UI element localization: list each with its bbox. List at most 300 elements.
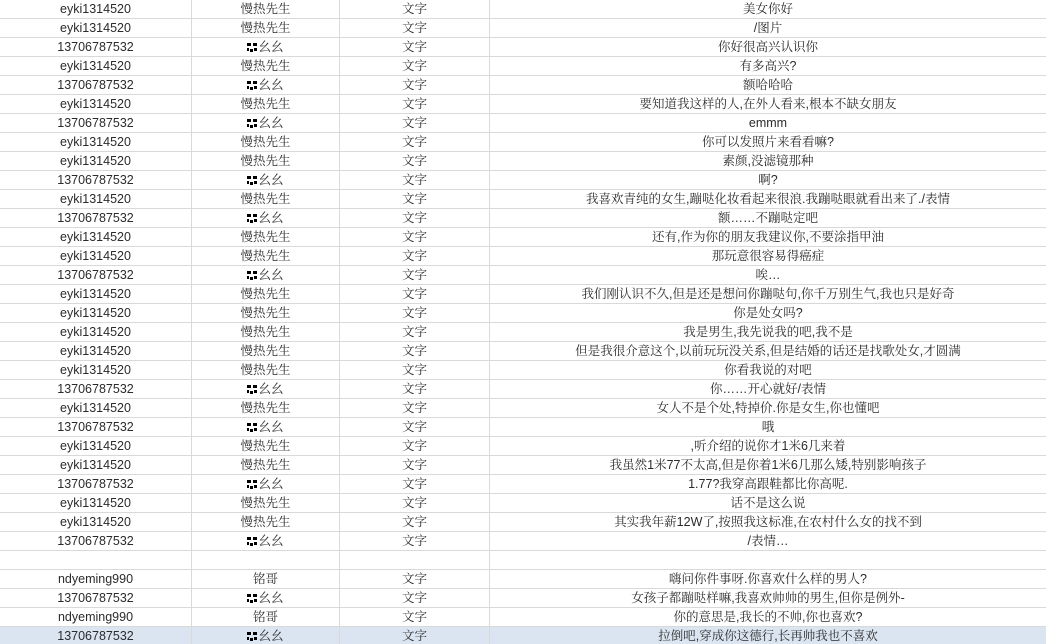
cell-nickname-text: 幺幺 — [258, 420, 284, 434]
table-row — [0, 133, 1046, 152]
cell-message-type[interactable] — [340, 95, 490, 113]
cell-account[interactable] — [0, 456, 192, 474]
cell-message-type-text: 文字 — [401, 534, 427, 548]
cell-account-text: 13706787532 — [57, 420, 134, 434]
cell-nickname-text: 慢热先生 — [240, 21, 291, 35]
cell-account-text: eyki1314520 — [60, 21, 131, 35]
cell-message-type[interactable] — [340, 380, 490, 398]
cell-message-type[interactable] — [340, 418, 490, 436]
cell-nickname-text: 慢热先生 — [240, 325, 291, 339]
cell-message-type[interactable] — [340, 76, 490, 94]
cell-message-type[interactable] — [340, 266, 490, 284]
cell-message-text: 女孩子都蹦哒样嘛,我喜欢帅帅的男生,但你是例外- — [631, 591, 905, 605]
cell-account[interactable] — [0, 399, 192, 417]
cell-nickname[interactable] — [192, 190, 340, 208]
cell-nickname[interactable] — [192, 247, 340, 265]
cell-account-text: 13706787532 — [57, 40, 134, 54]
cell-message[interactable] — [490, 171, 1046, 189]
table-row — [0, 228, 1046, 247]
cell-nickname-text: 慢热先生 — [240, 306, 291, 320]
cell-nickname[interactable] — [192, 418, 340, 436]
cell-message-type[interactable] — [340, 304, 490, 322]
cell-message-type-text: 文字 — [401, 249, 427, 263]
cell-nickname[interactable] — [192, 570, 340, 588]
cell-message[interactable] — [490, 551, 1046, 569]
cell-message-type-text: 文字 — [401, 515, 427, 529]
cell-message[interactable] — [490, 0, 1046, 18]
cell-message-type-text: 文字 — [401, 135, 427, 149]
table-row — [0, 513, 1046, 532]
cell-message-text: emmm — [748, 116, 788, 130]
cell-account[interactable] — [0, 114, 192, 132]
missing-emoji-tofu-glyph-icon — [247, 271, 257, 280]
cell-nickname[interactable] — [192, 209, 340, 227]
cell-message-type[interactable] — [340, 608, 490, 626]
cell-message[interactable] — [490, 304, 1046, 322]
cell-nickname[interactable] — [192, 608, 340, 626]
cell-message[interactable] — [490, 228, 1046, 246]
cell-account-text: eyki1314520 — [60, 515, 131, 529]
cell-account[interactable] — [0, 266, 192, 284]
cell-nickname-text: 慢热先生 — [240, 135, 291, 149]
cell-nickname-text: 幺幺 — [258, 382, 284, 396]
cell-message-type[interactable] — [340, 133, 490, 151]
cell-message[interactable] — [490, 418, 1046, 436]
cell-nickname[interactable] — [192, 133, 340, 151]
cell-nickname[interactable] — [192, 304, 340, 322]
cell-message-type-text: 文字 — [401, 78, 427, 92]
cell-message-type[interactable] — [340, 513, 490, 531]
cell-account[interactable] — [0, 247, 192, 265]
cell-nickname[interactable] — [192, 456, 340, 474]
cell-message[interactable] — [490, 570, 1046, 588]
missing-emoji-tofu-glyph-icon — [247, 480, 257, 489]
table-row — [0, 399, 1046, 418]
cell-message-text: 那玩意很容易得癌症 — [711, 249, 825, 263]
cell-message[interactable] — [490, 247, 1046, 265]
cell-message[interactable] — [490, 266, 1046, 284]
table-row — [0, 361, 1046, 380]
table-row — [0, 247, 1046, 266]
cell-message[interactable] — [490, 361, 1046, 379]
cell-message-type[interactable] — [340, 361, 490, 379]
cell-message-type[interactable] — [340, 475, 490, 493]
cell-message-text: 有多高兴? — [739, 59, 797, 73]
cell-nickname-text: 幺幺 — [258, 78, 284, 92]
cell-nickname-text: 幺幺 — [258, 534, 284, 548]
table-row — [0, 19, 1046, 38]
cell-message[interactable] — [490, 76, 1046, 94]
cell-account[interactable] — [0, 475, 192, 493]
missing-emoji-tofu-glyph-icon — [247, 214, 257, 223]
cell-message-text: 其实我年薪12W了,按照我这标准,在农村什么女的找不到 — [614, 515, 922, 529]
cell-nickname-text: 慢热先生 — [240, 287, 291, 301]
cell-message-type[interactable] — [340, 399, 490, 417]
cell-nickname-text: 铭哥 — [252, 572, 278, 586]
cell-message[interactable] — [490, 380, 1046, 398]
table-row — [0, 57, 1046, 76]
cell-nickname[interactable] — [192, 551, 340, 569]
table-row — [0, 95, 1046, 114]
cell-nickname-text: 慢热先生 — [240, 2, 291, 16]
cell-message-type-text: 文字 — [401, 401, 427, 415]
missing-emoji-tofu-glyph-icon — [247, 594, 257, 603]
cell-message-text: 你可以发照片来看看嘛? — [702, 135, 834, 149]
cell-message[interactable] — [490, 38, 1046, 56]
cell-nickname[interactable] — [192, 285, 340, 303]
cell-message-text: 要知道我这样的人,在外人看来,根本不缺女朋友 — [639, 97, 897, 111]
cell-message-type-text: 文字 — [401, 325, 427, 339]
cell-message-type-text: 文字 — [401, 268, 427, 282]
cell-message-text: 还有,作为你的朋友我建议你,不要涂指甲油 — [652, 230, 884, 244]
cell-message[interactable] — [490, 437, 1046, 455]
cell-nickname[interactable] — [192, 0, 340, 18]
cell-message[interactable] — [490, 589, 1046, 607]
cell-nickname-text: 慢热先生 — [240, 249, 291, 263]
cell-message-type-text: 文字 — [401, 629, 427, 643]
cell-nickname[interactable] — [192, 171, 340, 189]
cell-nickname-text: 慢热先生 — [240, 363, 291, 377]
cell-account[interactable] — [0, 152, 192, 170]
cell-message[interactable] — [490, 95, 1046, 113]
missing-emoji-tofu-glyph-icon — [247, 423, 257, 432]
cell-nickname-text: 幺幺 — [258, 477, 284, 491]
cell-account-text: 13706787532 — [57, 173, 134, 187]
missing-emoji-tofu-glyph-icon — [247, 43, 257, 52]
cell-nickname[interactable] — [192, 361, 340, 379]
cell-nickname[interactable] — [192, 38, 340, 56]
cell-message-type[interactable] — [340, 38, 490, 56]
table-row — [0, 437, 1046, 456]
cell-message[interactable] — [490, 57, 1046, 75]
cell-message-text: /表情… — [747, 534, 789, 548]
cell-message-type-text: 文字 — [401, 306, 427, 320]
cell-account-text: eyki1314520 — [60, 249, 131, 263]
cell-account-text: 13706787532 — [57, 591, 134, 605]
cell-nickname-text: 慢热先生 — [240, 458, 291, 472]
cell-message-type[interactable] — [340, 0, 490, 18]
cell-nickname-text: 慢热先生 — [240, 97, 291, 111]
cell-account[interactable] — [0, 133, 192, 151]
cell-message-type-text: 文字 — [401, 382, 427, 396]
cell-account[interactable] — [0, 551, 192, 569]
cell-account[interactable] — [0, 380, 192, 398]
missing-emoji-tofu-glyph-icon — [247, 385, 257, 394]
cell-message-type[interactable] — [340, 247, 490, 265]
table-row — [0, 608, 1046, 627]
missing-emoji-tofu-glyph-icon — [247, 176, 257, 185]
table-row — [0, 475, 1046, 494]
cell-message-text: 你是处女吗? — [733, 306, 803, 320]
cell-nickname[interactable] — [192, 76, 340, 94]
cell-message-type[interactable] — [340, 152, 490, 170]
cell-account[interactable] — [0, 285, 192, 303]
cell-message-type-text: 文字 — [401, 173, 427, 187]
cell-account-text: 13706787532 — [57, 629, 134, 643]
cell-message-text: 拉倒吧,穿成你这德行,长再帅我也不喜欢 — [658, 629, 878, 643]
cell-message-type[interactable] — [340, 57, 490, 75]
cell-message-type-text: 文字 — [401, 116, 427, 130]
cell-message[interactable] — [490, 456, 1046, 474]
cell-account[interactable] — [0, 608, 192, 626]
cell-message[interactable] — [490, 627, 1046, 644]
cell-message-text: 啊? — [758, 173, 778, 187]
missing-emoji-tofu-glyph-icon — [247, 632, 257, 641]
cell-nickname[interactable] — [192, 342, 340, 360]
cell-nickname[interactable] — [192, 152, 340, 170]
table-row — [0, 0, 1046, 19]
cell-account[interactable] — [0, 209, 192, 227]
cell-account[interactable] — [0, 95, 192, 113]
cell-message[interactable] — [490, 532, 1046, 550]
cell-message[interactable] — [490, 608, 1046, 626]
table-row — [0, 266, 1046, 285]
cell-nickname-text: 幺幺 — [258, 591, 284, 605]
cell-nickname[interactable] — [192, 266, 340, 284]
cell-account-text: eyki1314520 — [60, 458, 131, 472]
table-row — [0, 494, 1046, 513]
cell-nickname[interactable] — [192, 494, 340, 512]
cell-nickname[interactable] — [192, 323, 340, 341]
cell-account[interactable] — [0, 323, 192, 341]
cell-nickname-text: 慢热先生 — [240, 230, 291, 244]
cell-account-text: eyki1314520 — [60, 287, 131, 301]
empty-row — [0, 551, 1046, 570]
cell-message-text: 哦 — [761, 420, 775, 434]
cell-account[interactable] — [0, 57, 192, 75]
cell-nickname-text: 慢热先生 — [240, 344, 291, 358]
table-row — [0, 589, 1046, 608]
cell-account[interactable] — [0, 342, 192, 360]
cell-account-text: eyki1314520 — [60, 97, 131, 111]
table-row — [0, 418, 1046, 437]
cell-message-type-text: 文字 — [401, 40, 427, 54]
table-row — [0, 190, 1046, 209]
cell-message-text: 话不是这么说 — [730, 496, 806, 510]
cell-message[interactable] — [490, 209, 1046, 227]
cell-message-type-text: 文字 — [401, 211, 427, 225]
missing-emoji-tofu-glyph-icon — [247, 537, 257, 546]
cell-message-type[interactable] — [340, 456, 490, 474]
cell-message[interactable] — [490, 342, 1046, 360]
cell-nickname-text: 慢热先生 — [240, 154, 291, 168]
table-row — [0, 114, 1046, 133]
cell-nickname-text: 铭哥 — [252, 610, 278, 624]
table-row — [0, 304, 1046, 323]
cell-message-text: 你好很高兴认识你 — [717, 40, 818, 54]
cell-message-type-text: 文字 — [401, 363, 427, 377]
cell-nickname-text: 幺幺 — [258, 40, 284, 54]
cell-account-text: eyki1314520 — [60, 2, 131, 16]
cell-message-type[interactable] — [340, 627, 490, 644]
cell-account-text: 13706787532 — [57, 268, 134, 282]
missing-emoji-tofu-glyph-icon — [247, 81, 257, 90]
cell-account-text: eyki1314520 — [60, 325, 131, 339]
cell-message-text: 1.77?我穿高跟鞋都比你高呢. — [688, 477, 848, 491]
cell-account-text: eyki1314520 — [60, 439, 131, 453]
cell-message-type[interactable] — [340, 209, 490, 227]
cell-nickname-text: 慢热先生 — [240, 515, 291, 529]
cell-message-type[interactable] — [340, 228, 490, 246]
cell-nickname[interactable] — [192, 399, 340, 417]
cell-message-type[interactable] — [340, 114, 490, 132]
cell-nickname-text: 幺幺 — [258, 211, 284, 225]
cell-account[interactable] — [0, 589, 192, 607]
cell-account-text: ndyeming990 — [57, 572, 134, 586]
cell-message-text: /图片 — [753, 21, 783, 35]
cell-account[interactable] — [0, 627, 192, 644]
table-row — [0, 627, 1046, 644]
cell-message-type-text: 文字 — [401, 21, 427, 35]
table-row — [0, 209, 1046, 228]
cell-message-text: 你看我说的对吧 — [724, 363, 812, 377]
cell-message-text: 唉… — [755, 268, 781, 282]
cell-account[interactable] — [0, 494, 192, 512]
cell-nickname[interactable] — [192, 475, 340, 493]
cell-message-text: 我喜欢青纯的女生,蹦哒化妆看起来很浪.我蹦哒眼就看出来了./表情 — [586, 192, 950, 206]
cell-message-type-text: 文字 — [401, 572, 427, 586]
cell-nickname[interactable] — [192, 380, 340, 398]
cell-nickname-text: 慢热先生 — [240, 59, 291, 73]
cell-account-text: eyki1314520 — [60, 363, 131, 377]
missing-emoji-tofu-glyph-icon — [247, 119, 257, 128]
cell-account[interactable] — [0, 304, 192, 322]
cell-message-type[interactable] — [340, 323, 490, 341]
cell-nickname[interactable] — [192, 589, 340, 607]
cell-message-type[interactable] — [340, 437, 490, 455]
cell-message[interactable] — [490, 513, 1046, 531]
cell-nickname[interactable] — [192, 437, 340, 455]
cell-message-text: 我们刚认识不久,但是还是想问你蹦哒句,你千万别生气,我也只是好奇 — [581, 287, 955, 301]
cell-message-text: 你的意思是,我长的不帅,你也喜欢? — [673, 610, 863, 624]
cell-message[interactable] — [490, 323, 1046, 341]
cell-account[interactable] — [0, 190, 192, 208]
table-row — [0, 285, 1046, 304]
cell-message-type-text: 文字 — [401, 230, 427, 244]
cell-message[interactable] — [490, 475, 1046, 493]
cell-nickname-text: 幺幺 — [258, 629, 284, 643]
cell-message-type[interactable] — [340, 190, 490, 208]
cell-message-text: 额哈哈哈 — [742, 78, 793, 92]
cell-message-type[interactable] — [340, 551, 490, 569]
cell-message[interactable] — [490, 19, 1046, 37]
table-row — [0, 342, 1046, 361]
cell-message-text: 女人不是个处,特掉价.你是女生,你也懂吧 — [656, 401, 880, 415]
cell-message[interactable] — [490, 152, 1046, 170]
cell-message-type[interactable] — [340, 570, 490, 588]
cell-account[interactable] — [0, 532, 192, 550]
cell-account[interactable] — [0, 570, 192, 588]
cell-account[interactable] — [0, 437, 192, 455]
cell-nickname-text: 幺幺 — [258, 116, 284, 130]
cell-account-text: eyki1314520 — [60, 344, 131, 358]
cell-account[interactable] — [0, 0, 192, 18]
cell-account-text: 13706787532 — [57, 78, 134, 92]
cell-account[interactable] — [0, 76, 192, 94]
cell-nickname[interactable] — [192, 95, 340, 113]
cell-message[interactable] — [490, 399, 1046, 417]
cell-account-text: eyki1314520 — [60, 192, 131, 206]
cell-nickname-text: 幺幺 — [258, 268, 284, 282]
cell-account[interactable] — [0, 19, 192, 37]
cell-account-text: eyki1314520 — [60, 401, 131, 415]
cell-message-type[interactable] — [340, 532, 490, 550]
cell-message-type-text: 文字 — [401, 496, 427, 510]
cell-account-text: eyki1314520 — [60, 496, 131, 510]
cell-account[interactable] — [0, 38, 192, 56]
cell-message-text: 素颜,没滤镜那种 — [722, 154, 814, 168]
cell-message[interactable] — [490, 494, 1046, 512]
cell-message-type-text: 文字 — [401, 458, 427, 472]
cell-message-text: 你……开心就好/表情 — [710, 382, 826, 396]
cell-nickname-text: 慢热先生 — [240, 401, 291, 415]
cell-message-type-text: 文字 — [401, 59, 427, 73]
cell-message-type[interactable] — [340, 285, 490, 303]
cell-nickname[interactable] — [192, 627, 340, 644]
cell-account[interactable] — [0, 418, 192, 436]
cell-nickname[interactable] — [192, 228, 340, 246]
cell-message-type-text: 文字 — [401, 477, 427, 491]
table-row — [0, 38, 1046, 57]
cell-nickname[interactable] — [192, 57, 340, 75]
cell-account-text: eyki1314520 — [60, 154, 131, 168]
cell-message-type-text: 文字 — [401, 344, 427, 358]
cell-message-type-text: 文字 — [401, 192, 427, 206]
cell-message-type-text: 文字 — [401, 97, 427, 111]
cell-message-text: 但是我很介意这个,以前玩玩没关系,但是结婚的话还是找歌处女,才圆满 — [575, 344, 961, 358]
cell-message-type[interactable] — [340, 494, 490, 512]
table-row — [0, 570, 1046, 589]
cell-message-type-text: 文字 — [401, 610, 427, 624]
cell-message-type[interactable] — [340, 342, 490, 360]
cell-message-text: 美女你好 — [742, 2, 793, 16]
cell-nickname[interactable] — [192, 114, 340, 132]
cell-nickname-text: 幺幺 — [258, 173, 284, 187]
cell-message[interactable] — [490, 285, 1046, 303]
cell-message-type-text: 文字 — [401, 420, 427, 434]
cell-nickname[interactable] — [192, 19, 340, 37]
cell-message-type[interactable] — [340, 171, 490, 189]
cell-message-type[interactable] — [340, 589, 490, 607]
cell-message-text: 嗨问你件事呀.你喜欢什么样的男人? — [669, 572, 867, 586]
cell-account-text: ndyeming990 — [57, 610, 134, 624]
cell-message-type-text: 文字 — [401, 287, 427, 301]
cell-nickname[interactable] — [192, 513, 340, 531]
cell-message[interactable] — [490, 114, 1046, 132]
cell-account-text: 13706787532 — [57, 382, 134, 396]
cell-account[interactable] — [0, 228, 192, 246]
cell-account[interactable] — [0, 361, 192, 379]
cell-message-type[interactable] — [340, 19, 490, 37]
cell-nickname[interactable] — [192, 532, 340, 550]
cell-message-text: ,听介绍的说你才1米6几来着 — [690, 439, 846, 453]
cell-nickname-text: 慢热先生 — [240, 439, 291, 453]
cell-account-text: 13706787532 — [57, 211, 134, 225]
cell-account[interactable] — [0, 171, 192, 189]
cell-message[interactable] — [490, 133, 1046, 151]
table-row — [0, 456, 1046, 475]
cell-nickname-text: 慢热先生 — [240, 192, 291, 206]
cell-message-type-text: 文字 — [401, 439, 427, 453]
cell-message-type-text: 文字 — [401, 154, 427, 168]
cell-account-text: 13706787532 — [57, 477, 134, 491]
table-row — [0, 323, 1046, 342]
cell-account[interactable] — [0, 513, 192, 531]
cell-message-text: 我虽然1米77不太高,但是你着1米6几那么矮,特别影响孩子 — [609, 458, 927, 472]
cell-account-text: eyki1314520 — [60, 59, 131, 73]
cell-message[interactable] — [490, 190, 1046, 208]
cell-account-text: 13706787532 — [57, 534, 134, 548]
